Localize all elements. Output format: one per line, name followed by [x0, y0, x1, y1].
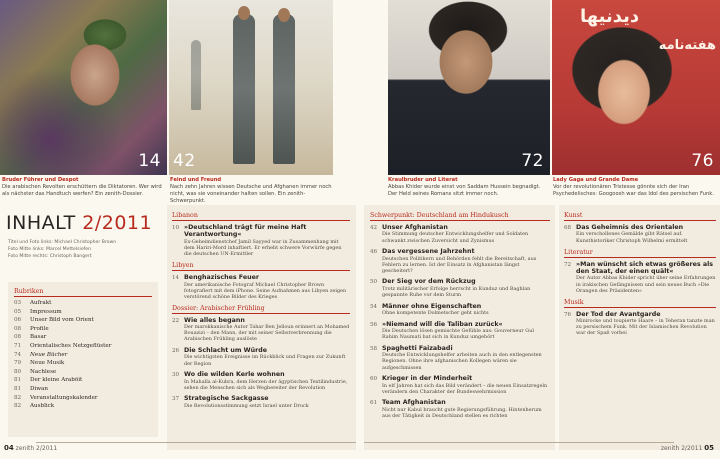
rubrik-page: 80 — [14, 368, 22, 375]
magazine-name-right: zenith 2/2011 — [660, 445, 703, 452]
entry-title: Unser Afghanistan — [382, 224, 448, 231]
rubrik-page: 82 — [14, 394, 22, 401]
entry-title: Die Schlacht um Würde — [184, 347, 267, 355]
entry-description: Trotz militärischer Erfolge herrscht in Kunduz und Baghlan gespannte Ruhe vor dem Sturm — [382, 285, 531, 298]
entry-page: 30 — [172, 372, 180, 379]
entry-title: Wie alles begann — [184, 316, 245, 324]
photo-page-number: 72 — [521, 151, 544, 171]
caption-title: Kraulbruder und Literat — [388, 177, 458, 183]
photo-page-number: 76 — [691, 151, 714, 171]
photo-magazine-cover — [552, 0, 720, 175]
toc-column-afghanistan — [370, 211, 550, 424]
entry-description: Deutsche Entwicklungshelfer arbeiten auch in den entlegensten Regionen. Ohne ihre afghanischen Kollegen wären sie aufgeschmissen — [382, 352, 542, 371]
rubrik-page: 82 — [14, 403, 22, 410]
photo-caption — [388, 177, 548, 198]
entry-title: Strategische Sackgasse — [184, 395, 269, 403]
footer-rule — [364, 442, 674, 443]
toc-entry[interactable] — [564, 224, 716, 244]
entry-page: 22 — [172, 317, 180, 324]
rubrik-label: Orientalisches Netzgeflüster — [30, 342, 112, 349]
section-heading: Dossier: Arabischer Frühling — [172, 305, 350, 314]
rubrik-page: 81 — [14, 385, 22, 392]
rubrik-item[interactable] — [14, 333, 152, 342]
rubrik-label: Nachlese — [30, 368, 57, 375]
section-heading: Libanon — [172, 212, 350, 221]
entry-title: Wo die wilden Kerle wohnen — [184, 371, 285, 379]
page-gutter — [356, 205, 364, 450]
rubrik-page: 03 — [14, 300, 22, 306]
rubrik-label: Diwan — [30, 385, 48, 392]
rubrik-page: 74 — [14, 351, 22, 358]
entry-title: Der Sieg vor dem Rückzug — [382, 278, 476, 286]
entry-page: 37 — [172, 396, 180, 403]
photo-caption — [170, 177, 332, 205]
entry-page: 60 — [370, 376, 378, 383]
entry-page: 46 — [370, 249, 378, 256]
rubrik-label: Profile — [30, 325, 49, 332]
rubrik-item[interactable] — [14, 368, 152, 377]
entry-title: »Deutschland trägt für meine Haft Verantwortung« — [184, 224, 307, 239]
rubrik-item[interactable] — [14, 402, 152, 411]
rubrik-item[interactable] — [14, 342, 152, 351]
rubrik-item[interactable] — [14, 308, 152, 317]
entry-page: 50 — [370, 279, 378, 286]
toc-column-culture — [564, 211, 716, 341]
caption-text: Die arabischen Revolten erschüttern die Diktatoren. Wer wird als nächster das Handtuch werfen? Ein zenith-Dossier. — [2, 184, 162, 197]
entry-title: Das Geheimnis des Orientalen — [576, 224, 684, 231]
rubrik-label: Basar — [30, 334, 47, 341]
entry-description: Ein verschollenes Gemälde gibt Rätsel auf. Kunsthistoriker Christoph Wilhelmi ermittelt — [576, 231, 688, 244]
entry-page: 10 — [172, 225, 180, 231]
rubrik-page: 79 — [14, 360, 22, 367]
section-heading: Musik — [564, 299, 716, 308]
toc-entry[interactable] — [370, 303, 550, 317]
entry-page: 76 — [564, 311, 572, 318]
photo-author — [388, 0, 550, 175]
entry-title: Der Tod der Avantgarde — [576, 310, 661, 318]
entry-description: Nicht nur Kabul braucht gute Regierungsführung. Hintenherum aus der Tätigkeit in Deutschland stellen es richten — [382, 406, 542, 419]
photo-caption — [553, 177, 718, 198]
rubrik-page: 05 — [14, 308, 22, 315]
credit-line: Foto Mitte rechts: Christoph Bangert — [8, 254, 92, 259]
entry-description: Ex-Geheimdienstchef Jamil Sayyed war in Zusammenhang mit dem Hariri-Mord inhaftiert. Er erhebt schwere Vorwürfe gegen die deutschen UN-Ermittler — [184, 238, 342, 257]
rubrik-page: 71 — [14, 342, 22, 349]
entry-description: Die Deutschen lösen gemischte Gefühle aus: Gouverneur Gul Rahim Naumati hat sich in Kunduz umgehört — [382, 328, 534, 341]
rubrik-item[interactable] — [14, 351, 152, 360]
caption-title: Bruder Führer und Despot — [2, 177, 79, 183]
entry-page: 72 — [564, 261, 572, 268]
entry-description: Die wichtigsten Ereignisse im Rückblick und Fragen zur Zukunft der Region — [184, 354, 346, 367]
section-heading: Literatur — [564, 249, 716, 258]
entry-title: »Man wünscht sich etwas größeres als den Staat, der einen quält« — [576, 260, 714, 275]
photo-soldiers — [169, 0, 333, 175]
entry-page: 14 — [172, 275, 180, 282]
footer-left — [4, 444, 57, 452]
rubrik-label: Der kleine Araböit — [30, 377, 83, 384]
entry-description: Der amerikanische Fotograf Michael Christopher Brown fotografiert mit dem iPhone. Seine Aufnahmen aus Libyen zeigen verstörend schöne Bilder des Krieges — [184, 281, 347, 300]
toc-entry[interactable] — [370, 224, 550, 244]
footer-right — [661, 444, 714, 452]
toc-entry[interactable] — [172, 395, 350, 409]
entry-title: Spaghetti Faizabadi — [382, 344, 453, 352]
toc-entry[interactable] — [172, 371, 350, 391]
entry-description: In Mahalla al-Kubra, dem Herzen der ägyptischen Textilindustrie, sehen die Menschen sich als Wegbereiter der Revolution — [184, 378, 348, 391]
soldier-head — [278, 8, 290, 22]
toc-entry[interactable] — [564, 311, 716, 337]
rubrik-page: 81 — [14, 377, 22, 384]
entry-title: Krieger in der Minderheit — [382, 375, 473, 383]
toc-column-politics — [172, 211, 350, 414]
rubrik-label: Unser Bild vom Orient — [30, 317, 94, 324]
toc-entry[interactable] — [172, 317, 350, 343]
caption-text: Abbas Khider wurde einst von Saddam Hussein begnadigt. Der Held seines Romans sitzt immer noch. — [388, 184, 541, 197]
entry-title: Das vergessene Jahrzehnt — [382, 248, 475, 256]
credit-line: Foto Mitte links: Marcel Mettelsiefen — [8, 247, 92, 252]
rubriken-box — [8, 282, 158, 437]
rubrik-label: Ausblick — [30, 403, 55, 410]
caption-title: Feind und Freund — [170, 177, 222, 183]
toc-entry[interactable] — [564, 261, 716, 294]
entry-title: Benghazisches Feuer — [184, 274, 259, 282]
rubrik-item[interactable] — [14, 299, 152, 308]
rubrik-item[interactable] — [14, 394, 152, 403]
toc-entry[interactable] — [370, 375, 550, 395]
toc-entry[interactable] — [172, 224, 350, 257]
rubrik-item[interactable] — [14, 376, 152, 385]
rubrik-label: Veranstaltungskalender — [30, 394, 98, 401]
rubrik-item[interactable] — [14, 316, 152, 325]
rubrik-label: Neue Musik — [30, 360, 65, 367]
toc-entry[interactable] — [370, 399, 550, 419]
entry-page: 26 — [172, 348, 180, 355]
entry-page: 54 — [370, 303, 378, 310]
caption-title: Lady Gaga und Grande Dame — [553, 177, 639, 183]
photo-page-number: 14 — [138, 151, 161, 171]
toc-entry[interactable] — [370, 278, 550, 298]
caption-text: Nach zehn Jahren wissen Deutsche und Afghanen immer noch nicht, was sie voneinander halten sollen. Ein zenith-Schwerpunkt. — [170, 184, 332, 204]
toc-entry[interactable] — [370, 345, 550, 371]
rubriken-heading: Rubriken — [14, 288, 152, 297]
entry-title: Team Afghanistan — [382, 399, 446, 407]
entry-page: 56 — [370, 321, 378, 328]
photo-caption — [2, 177, 164, 198]
toc-entry[interactable] — [172, 347, 350, 367]
entry-page: 61 — [370, 400, 378, 407]
rubrik-item[interactable] — [14, 385, 152, 394]
toc-entry[interactable] — [370, 248, 550, 274]
entry-page: 42 — [370, 225, 378, 231]
issue-number: 2/2011 — [82, 212, 153, 234]
magazine-cover-subtitle: هفته‌نامه — [658, 38, 716, 53]
section-heading: Libyen — [172, 262, 350, 271]
entry-page: 58 — [370, 345, 378, 352]
entry-page: 68 — [564, 225, 572, 231]
entry-description: Der marokkanische Autor Tahar Ben Jelloun erinnert an Mohamed Bouazizi – den Mann, der mit seiner Selbstverbrennung die Arabischen Frühling auslöste — [184, 324, 350, 343]
rubriken-list — [14, 299, 152, 411]
section-heading: Kunst — [564, 212, 716, 221]
entry-description: Minirocke und toupierte Haare – in Teheran tanzte man zu persischem Funk. Mit der Islamischen Revolution war der Spaß vorbei — [576, 318, 715, 337]
rubrik-page: 08 — [14, 325, 22, 332]
credit-line: Titel und Foto links: Michael Christopher Brown — [8, 240, 117, 245]
soldier-figure — [233, 14, 255, 164]
toc-entry[interactable] — [370, 321, 550, 341]
entry-description: Ohne kompetente Dolmetscher geht nichts — [382, 310, 489, 317]
magazine-name-left: zenith 2/2011 — [15, 445, 58, 452]
toc-entry[interactable] — [172, 274, 350, 300]
photo-page-number: 42 — [173, 151, 196, 171]
photo-despot — [0, 0, 167, 175]
entry-description: Deutschen Politikern und Behörden fehlt die Bereitschaft, aus Fehlern zu lernen. Ist der Einsatz in Afghanistan längst gescheitert? — [382, 255, 537, 274]
inhalt-label: INHALT — [6, 212, 76, 234]
section-heading: Schwerpunkt: Deutschland am Hindukusch — [370, 212, 550, 221]
rubrik-label: Neue Bücher — [30, 351, 68, 358]
rubrik-label: Impressum — [30, 308, 62, 315]
photo-credits — [8, 239, 158, 260]
rubrik-page: 06 — [14, 317, 22, 324]
background-figure — [191, 40, 201, 110]
magazine-cover-title: دیدنیها — [580, 6, 640, 27]
rubrik-item[interactable] — [14, 325, 152, 334]
entry-title: Männer ohne Eigenschaften — [382, 302, 482, 310]
rubrik-label: Aufrakt — [30, 300, 52, 306]
soldier-figure — [273, 14, 295, 164]
entry-description: Der Autor Abbas Khider spricht über seine Erfahrungen in irakischen Gefängnissen und sein neues Buch »Die Orangen des Präsidenten« — [576, 275, 716, 294]
soldier-head — [238, 6, 250, 20]
page-number-left: 04 — [4, 444, 14, 452]
page-title — [6, 212, 152, 234]
footer-rule — [36, 442, 356, 443]
entry-description: Die Revolutionsstimmung setzt Israel unter Druck — [184, 402, 309, 409]
entry-description: In elf Jahren hat sich das Bild verändert – die neuen Einsatzregeln verändern den Charakter der Bundeswehrmission — [382, 382, 548, 395]
rubrik-item[interactable] — [14, 359, 152, 368]
page-number-right: 05 — [704, 444, 714, 452]
rubrik-page: 08 — [14, 334, 22, 341]
caption-text: Vor der revolutionären Tristesse gönnte sich der Iran Psychedelisches: Googoosh war das Idol des persischen Funk. — [553, 184, 714, 197]
entry-title: »Niemand will die Taliban zurück« — [382, 320, 503, 328]
entry-description: Die Stimmung deutscher Entwicklungshelfer und Soldaten schwankt zwischen Zuversicht und Zynismus — [382, 231, 529, 244]
